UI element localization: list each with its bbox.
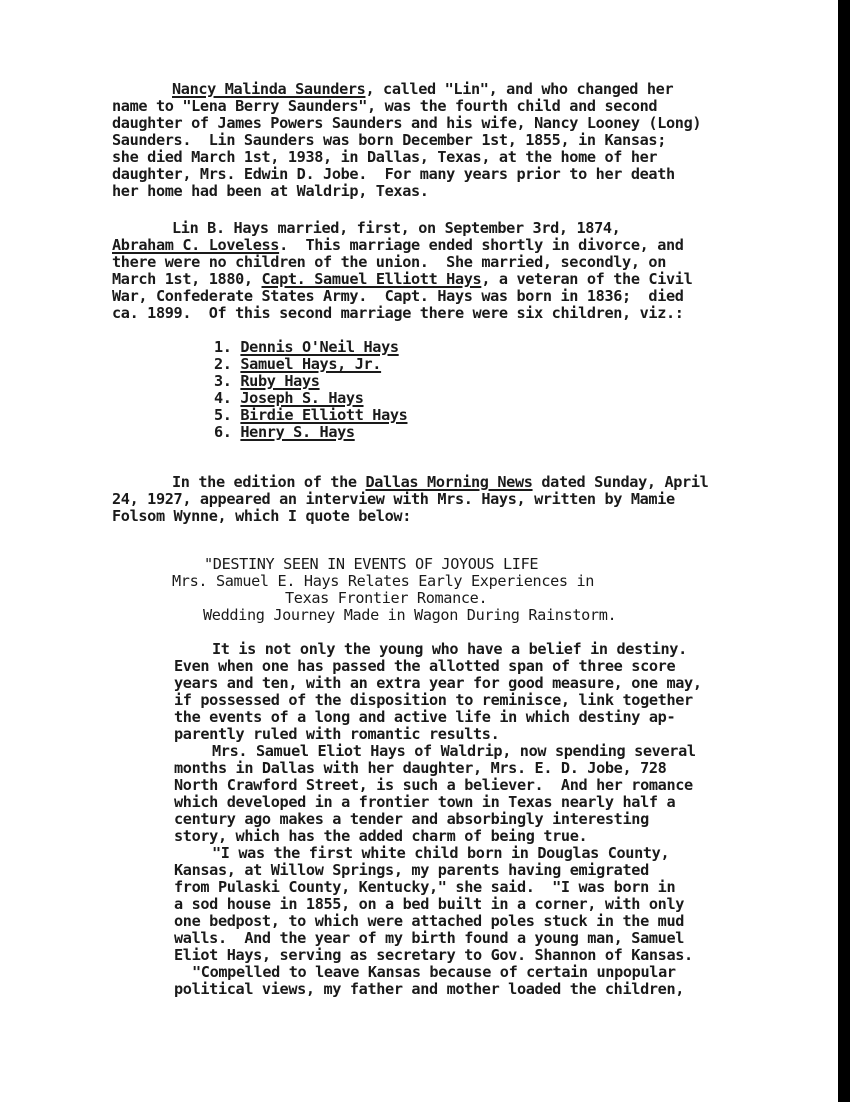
- article-line: months in Dallas with her daughter, Mrs. E. D. Jobe, 728: [174, 759, 667, 777]
- article-headline: "DESTINY SEEN IN EVENTS OF JOYOUS LIFE: [204, 555, 539, 573]
- article-subheading: Mrs. Samuel E. Hays Relates Early Experiences in: [172, 572, 595, 590]
- article-line: political views, my father and mother loaded the children,: [174, 980, 685, 998]
- article-line: story, which has the added charm of being true.: [174, 827, 588, 845]
- article-line: Eliot Hays, serving as secretary to Gov. Shannon of Kansas.: [174, 946, 693, 964]
- first-husband-name: Abraham C. Loveless: [112, 236, 280, 254]
- article-line: It is not only the young who have a belief in destiny.: [212, 640, 687, 658]
- second-husband-name: Capt. Samuel Elliott Hays: [261, 270, 482, 288]
- para1-line-4: Saunders. Lin Saunders was born December 1st, 1855, in Kansas;: [112, 131, 667, 149]
- para2-line-1: Lin B. Hays married, first, on September 3rd, 1874,: [172, 219, 621, 237]
- article-line: Kansas, at Willow Springs, my parents having emigrated: [174, 861, 649, 879]
- article-line: century ago makes a tender and absorbingly interesting: [174, 810, 649, 828]
- article-line: Even when one has passed the allotted span of three score: [174, 657, 676, 675]
- child-list-item: 2. Samuel Hays, Jr.: [214, 355, 382, 373]
- article-line: "Compelled to leave Kansas because of certain unpopular: [192, 963, 676, 981]
- para1-line-1: Nancy Malinda Saunders, called "Lin", and who changed her: [172, 80, 674, 98]
- article-line: parently ruled with romantic results.: [174, 725, 500, 743]
- para1-line-7: her home had been at Waldrip, Texas.: [112, 182, 429, 200]
- para2-line-5: War, Confederate States Army. Capt. Hays was born in 1836; died: [112, 287, 684, 305]
- article-line: a sod house in 1855, on a bed built in a corner, with only: [174, 895, 685, 913]
- child-list-item: 1. Dennis O'Neil Hays: [214, 338, 399, 356]
- article-line: "I was the first white child born in Douglas County,: [212, 844, 670, 862]
- para3-line-3: Folsom Wynne, which I quote below:: [112, 507, 411, 525]
- child-list-item: 4. Joseph S. Hays: [214, 389, 364, 407]
- article-subheading: Texas Frontier Romance.: [285, 589, 488, 607]
- para3-line-2: 24, 1927, appeared an interview with Mrs. Hays, written by Mamie: [112, 490, 675, 508]
- para1-line-3: daughter of James Powers Saunders and his wife, Nancy Looney (Long): [112, 114, 702, 132]
- child-list-item: 5. Birdie Elliott Hays: [214, 406, 408, 424]
- newspaper-name: Dallas Morning News: [365, 473, 533, 491]
- para2-line-2: Abraham C. Loveless. This marriage ended shortly in divorce, and: [112, 236, 684, 254]
- para2-line-3: there were no children of the union. She married, secondly, on: [112, 253, 667, 271]
- para1-line-2: name to "Lena Berry Saunders", was the fourth child and second: [112, 97, 658, 115]
- article-line: the events of a long and active life in which destiny ap-: [174, 708, 676, 726]
- child-list-item: 3. Ruby Hays: [214, 372, 320, 390]
- article-line: if possessed of the disposition to reminisce, link together: [174, 691, 693, 709]
- article-line: from Pulaski County, Kentucky," she said. "I was born in: [174, 878, 676, 896]
- article-line: Mrs. Samuel Eliot Hays of Waldrip, now spending several: [212, 742, 696, 760]
- article-line: years and ten, with an extra year for good measure, one may,: [174, 674, 702, 692]
- page-edge-shadow: [838, 0, 850, 1102]
- para2-line-6: ca. 1899. Of this second marriage there were six children, viz.:: [112, 304, 684, 322]
- para1-line-5: she died March 1st, 1938, in Dallas, Texas, at the home of her: [112, 148, 658, 166]
- article-line: walls. And the year of my birth found a young man, Samuel: [174, 929, 685, 947]
- subject-name: Nancy Malinda Saunders: [172, 80, 366, 98]
- article-line: North Crawford Street, is such a believer. And her romance: [174, 776, 693, 794]
- article-line: one bedpost, to which were attached poles stuck in the mud: [174, 912, 685, 930]
- child-list-item: 6. Henry S. Hays: [214, 423, 355, 441]
- article-line: which developed in a frontier town in Texas nearly half a: [174, 793, 676, 811]
- para1-line-6: daughter, Mrs. Edwin D. Jobe. For many years prior to her death: [112, 165, 675, 183]
- para3-line-1: In the edition of the Dallas Morning News dated Sunday, April: [172, 473, 709, 491]
- article-subheading: Wedding Journey Made in Wagon During Rainstorm.: [203, 606, 617, 624]
- para2-line-4: March 1st, 1880, Capt. Samuel Elliott Hays, a veteran of the Civil: [112, 270, 693, 288]
